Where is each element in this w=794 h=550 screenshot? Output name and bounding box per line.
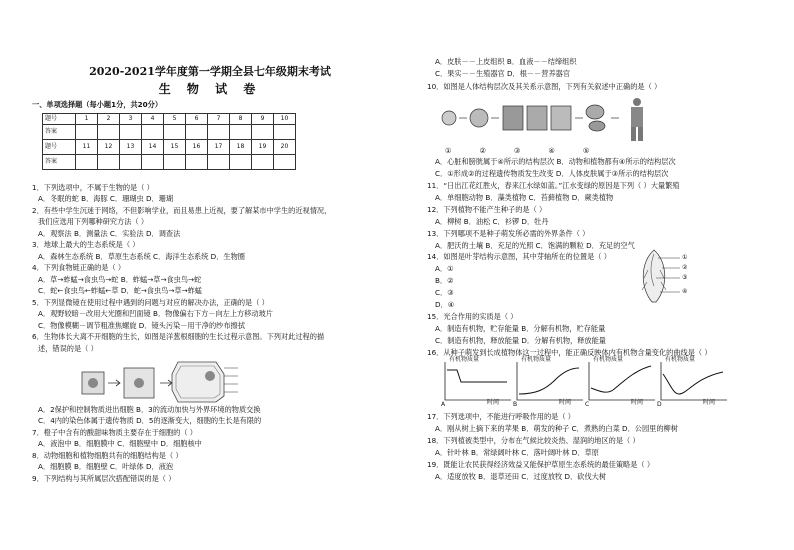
answer-cell[interactable] <box>164 125 186 140</box>
table-row <box>43 140 296 155</box>
table-row <box>43 125 296 140</box>
question-line: 18．下列植被类型中，分布在气候比较炎热、湿润的地区的是（ ） <box>427 436 640 445</box>
option-line: A．针叶林 B．常绿阔叶林 C．落叶阔叶林 D．草原 <box>435 448 599 457</box>
answer-cell[interactable] <box>186 125 208 140</box>
table-cell: 8 <box>230 114 252 125</box>
option-line: A．观察法 B．测量法 C．实验法 D．调查法 <box>38 229 181 238</box>
leaf-bud-labels <box>682 253 687 297</box>
question-line: 我们应选用下列哪种研究方法（ ） <box>38 217 149 226</box>
option-line: A．单细胞动物 B．藻类植物 C．苔藓植物 D．蕨类植物 <box>435 193 614 202</box>
table-cell: 6 <box>186 114 208 125</box>
option-line: A．制造有机物，贮存能量 B．分解有机物，贮存能量 <box>435 324 606 333</box>
answer-cell[interactable] <box>230 155 252 170</box>
question-line: 2．有些中学生沉迷于网络，不但影响学业，而且易患上近视，要了解某市中学生的近视情况， <box>32 206 332 215</box>
table-cell: 15 <box>164 140 186 155</box>
answer-cell[interactable] <box>98 125 120 140</box>
curve-option-B <box>515 360 585 408</box>
table-cell: 答案 <box>43 155 76 170</box>
option-line: A．刚从树上摘下来的苹果 B．萌发的种子 C．煮熟的白菜 D．公园里的柳树 <box>435 424 678 433</box>
option-line: A．液泡中 B．细胞膜中 C．细胞壁中 D．细胞核中 <box>38 439 202 448</box>
answer-cell[interactable] <box>208 155 230 170</box>
table-cell: 5 <box>164 114 186 125</box>
figure-labels <box>445 147 617 155</box>
option-line: A．肥沃的土壤 B．充足的光照 C．饱满的颗粒 D．充足的空气 <box>435 241 635 250</box>
table-cell: 10 <box>274 114 296 125</box>
option-line: D．④ <box>435 300 455 309</box>
figure-label: ① <box>445 146 480 155</box>
figure-label: ③ <box>513 146 549 155</box>
table-cell: 答案 <box>43 125 76 140</box>
option-line: A．适度放牧 B．退草还田 C．过度放牧 D．砍伐大树 <box>435 472 607 481</box>
curve-ylabel: 有机物质量 <box>449 356 480 363</box>
curve-axes <box>661 362 727 400</box>
answer-table <box>42 113 296 170</box>
table-cell: 3 <box>120 114 142 125</box>
option-line: C．③ <box>435 288 454 297</box>
option-line: A．① <box>435 264 454 273</box>
table-cell: 20 <box>274 140 296 155</box>
curve-option-label: A <box>441 401 446 408</box>
curve-option-C <box>587 360 657 408</box>
answer-cell[interactable] <box>142 155 164 170</box>
exam-title: 2020-2021学年度第一学期全县七年级期末考试 <box>89 65 331 78</box>
table-cell: 11 <box>76 140 98 155</box>
question-line: 4．下列食物链正确的是（ ） <box>32 263 126 272</box>
curve-axes <box>445 362 511 400</box>
answer-cell[interactable] <box>142 125 164 140</box>
table-cell: 题号 <box>43 114 76 125</box>
option-line: A．皮肤－－上皮组织 B．血液－－结缔组织 <box>435 57 577 66</box>
table-cell: 13 <box>120 140 142 155</box>
option-line: A．细胞膜 B．细胞壁 C．叶绿体 D．液泡 <box>38 462 174 471</box>
answer-cell[interactable] <box>120 125 142 140</box>
question-line: 9．下列结构与其所属层次搭配错误的是（ ） <box>32 474 176 483</box>
curve-line <box>663 372 723 394</box>
question-line: 7．橙子中含有的酸甜味物质主要存在于细胞的（ ） <box>32 428 197 437</box>
answer-cell[interactable] <box>252 155 274 170</box>
option-line: A．心脏和膀胱属于④所示的结构层次 B．动物和植物都有④所示的结构层次 <box>435 157 676 166</box>
curve-line <box>591 366 651 392</box>
table-cell: 1 <box>76 114 98 125</box>
curve-option-label: B <box>513 401 518 408</box>
option-line: A．柳树 B．油松 C．衫锣 D．牡丹 <box>435 217 549 226</box>
curve-option-label: D <box>657 401 662 408</box>
option-line: C．4内的染色体属于遗传物质 D．5的逐渐变大，细胞的生长是有限的 <box>38 416 262 425</box>
option-line: A．2保护和控制物质进出细胞 B．3的流动加快与外界环境的物质交换 <box>38 405 261 414</box>
curve-axes <box>517 362 583 400</box>
figure-label: ④ <box>548 146 583 155</box>
curve-option-label: C <box>585 401 590 408</box>
table-cell: 18 <box>230 140 252 155</box>
question-line: 1．下列选项中，不属于生物的是（ ） <box>32 183 154 192</box>
curve-option-A <box>443 360 513 408</box>
curve-ylabel: 有机物质量 <box>521 356 552 363</box>
option-line: B．② <box>435 276 454 285</box>
answer-cell[interactable] <box>76 125 98 140</box>
option-line: C．制造有机物，释放能量 D．分解有机物，释放能量 <box>435 336 606 345</box>
table-cell: 12 <box>98 140 120 155</box>
question-line: 17．下列选项中，不能进行呼吸作用的是（ ） <box>427 412 575 421</box>
table-cell: 题号 <box>43 140 76 155</box>
table-cell: 14 <box>142 140 164 155</box>
curve-ylabel: 有机物质量 <box>593 356 624 363</box>
figure-label: ② <box>682 264 688 271</box>
table-cell: 4 <box>142 114 164 125</box>
question-line: 16．从种子萌发到长成植物体这一过程中，能正确反映体内有机物含量变化的曲线是（ ） <box>427 348 712 357</box>
figure-label: ① <box>682 254 688 261</box>
question-line: 11．“日出江花红胜火，春来江水绿如蓝。”江水变绿的原因是下列（ ）大量繁殖 <box>427 181 680 190</box>
question-line: 6．生物体长大离不开细胞的生长，如图是洋葱根细胞的生长过程示意图。下列对此过程的描 <box>32 332 325 341</box>
curve-xlabel: 时间 <box>559 399 572 406</box>
leaf-bud-figure <box>630 248 700 306</box>
question-line: 14．如图是叶芽结构示意图，其中芽轴所在的位置是（ ） <box>427 252 611 261</box>
table-cell: 7 <box>208 114 230 125</box>
table-cell: 19 <box>252 140 274 155</box>
curve-ylabel: 有机物质量 <box>665 356 696 363</box>
figure-label: ④ <box>682 288 688 295</box>
question-line: 13．下列哪项不是种子萌发所必需的外界条件（ ） <box>427 229 590 238</box>
table-cell: 2 <box>98 114 120 125</box>
figure-label: ③ <box>682 274 688 281</box>
answer-cell[interactable] <box>98 155 120 170</box>
option-line: A．冬眠的蛇 B．海豚 C．珊瑚虫 D．珊瑚 <box>38 194 174 203</box>
human-structure-levels-figure <box>437 96 677 146</box>
question-line: 8．动物细胞和植物细胞共有的细胞结构是（ ） <box>32 451 183 460</box>
question-line: 19．既能让农民获得经济效益又能保护草原生态系统的最佳策略是（ ） <box>427 460 655 469</box>
question-line: 5．下列显微镜在使用过程中遇到的问题与对应的解决办法，正确的是（ ） <box>32 298 269 307</box>
table-row <box>43 114 296 125</box>
onion-cell-growth-figure <box>80 358 290 404</box>
answer-cell[interactable] <box>208 125 230 140</box>
option-line: C．果实－－生殖器官 D．根－－营养器官 <box>435 69 571 78</box>
option-line: A．草→蚱蜢→食虫鸟→蛇 B．蚱蜢→草→食虫鸟→蛇 <box>38 275 202 284</box>
answer-cell[interactable] <box>120 155 142 170</box>
answer-cell[interactable] <box>274 155 296 170</box>
question-line: 12．下列植物不能产生种子的是（ ） <box>427 205 547 214</box>
answer-cell[interactable] <box>164 155 186 170</box>
table-row <box>43 155 296 170</box>
answer-cell[interactable] <box>186 155 208 170</box>
table-cell: 16 <box>186 140 208 155</box>
exam-subtitle: 生 物 试 卷 <box>158 82 262 96</box>
option-line: C．蛇←食虫鸟←蚱蜢←草 D．蛇→食虫鸟→草→蚱蜢 <box>38 286 202 295</box>
question-line: 15．光合作用的实质是（ ） <box>427 312 518 321</box>
option-line: A．森林生态系统 B．草原生态系统 C．海洋生态系统 D．生物圈 <box>38 252 245 261</box>
figure-label: ② <box>479 146 514 155</box>
answer-cell[interactable] <box>76 155 98 170</box>
question-line: 述，错误的是（ ） <box>38 344 98 353</box>
question-line: 3．地球上最大的生态系统是（ ） <box>32 240 140 249</box>
curve-xlabel: 时间 <box>631 399 644 406</box>
table-cell: 17 <box>208 140 230 155</box>
answer-cell[interactable] <box>252 125 274 140</box>
option-line: C．①形成②的过程遗传物质发生改变 D．人体皮肤属于③所示的结构层次 <box>435 169 669 178</box>
table-cell: 9 <box>252 114 274 125</box>
answer-cell[interactable] <box>230 125 252 140</box>
curve-line <box>447 370 507 382</box>
answer-cell[interactable] <box>274 125 296 140</box>
figure-label: ⑤ <box>582 146 618 155</box>
curve-xlabel: 时间 <box>487 399 500 406</box>
curve-option-D <box>659 360 729 408</box>
section-heading: 一、单项选择题（每小题1分，共20分） <box>32 100 163 109</box>
option-line: A．观野较暗－改用大光圈和凹面镜 B．物像偏右下方－向左上方移动玻片 <box>38 309 273 318</box>
curve-xlabel: 时间 <box>703 399 716 406</box>
question-line: 10．如图是人体结构层次及其关系示意图，下列有关叙述中正确的是（ ） <box>427 82 662 91</box>
option-line: C．物像模糊－调节粗准焦螺旋 D．镜头污染－用干净的纱布擦拭 <box>38 321 245 330</box>
curve-line <box>519 368 579 394</box>
